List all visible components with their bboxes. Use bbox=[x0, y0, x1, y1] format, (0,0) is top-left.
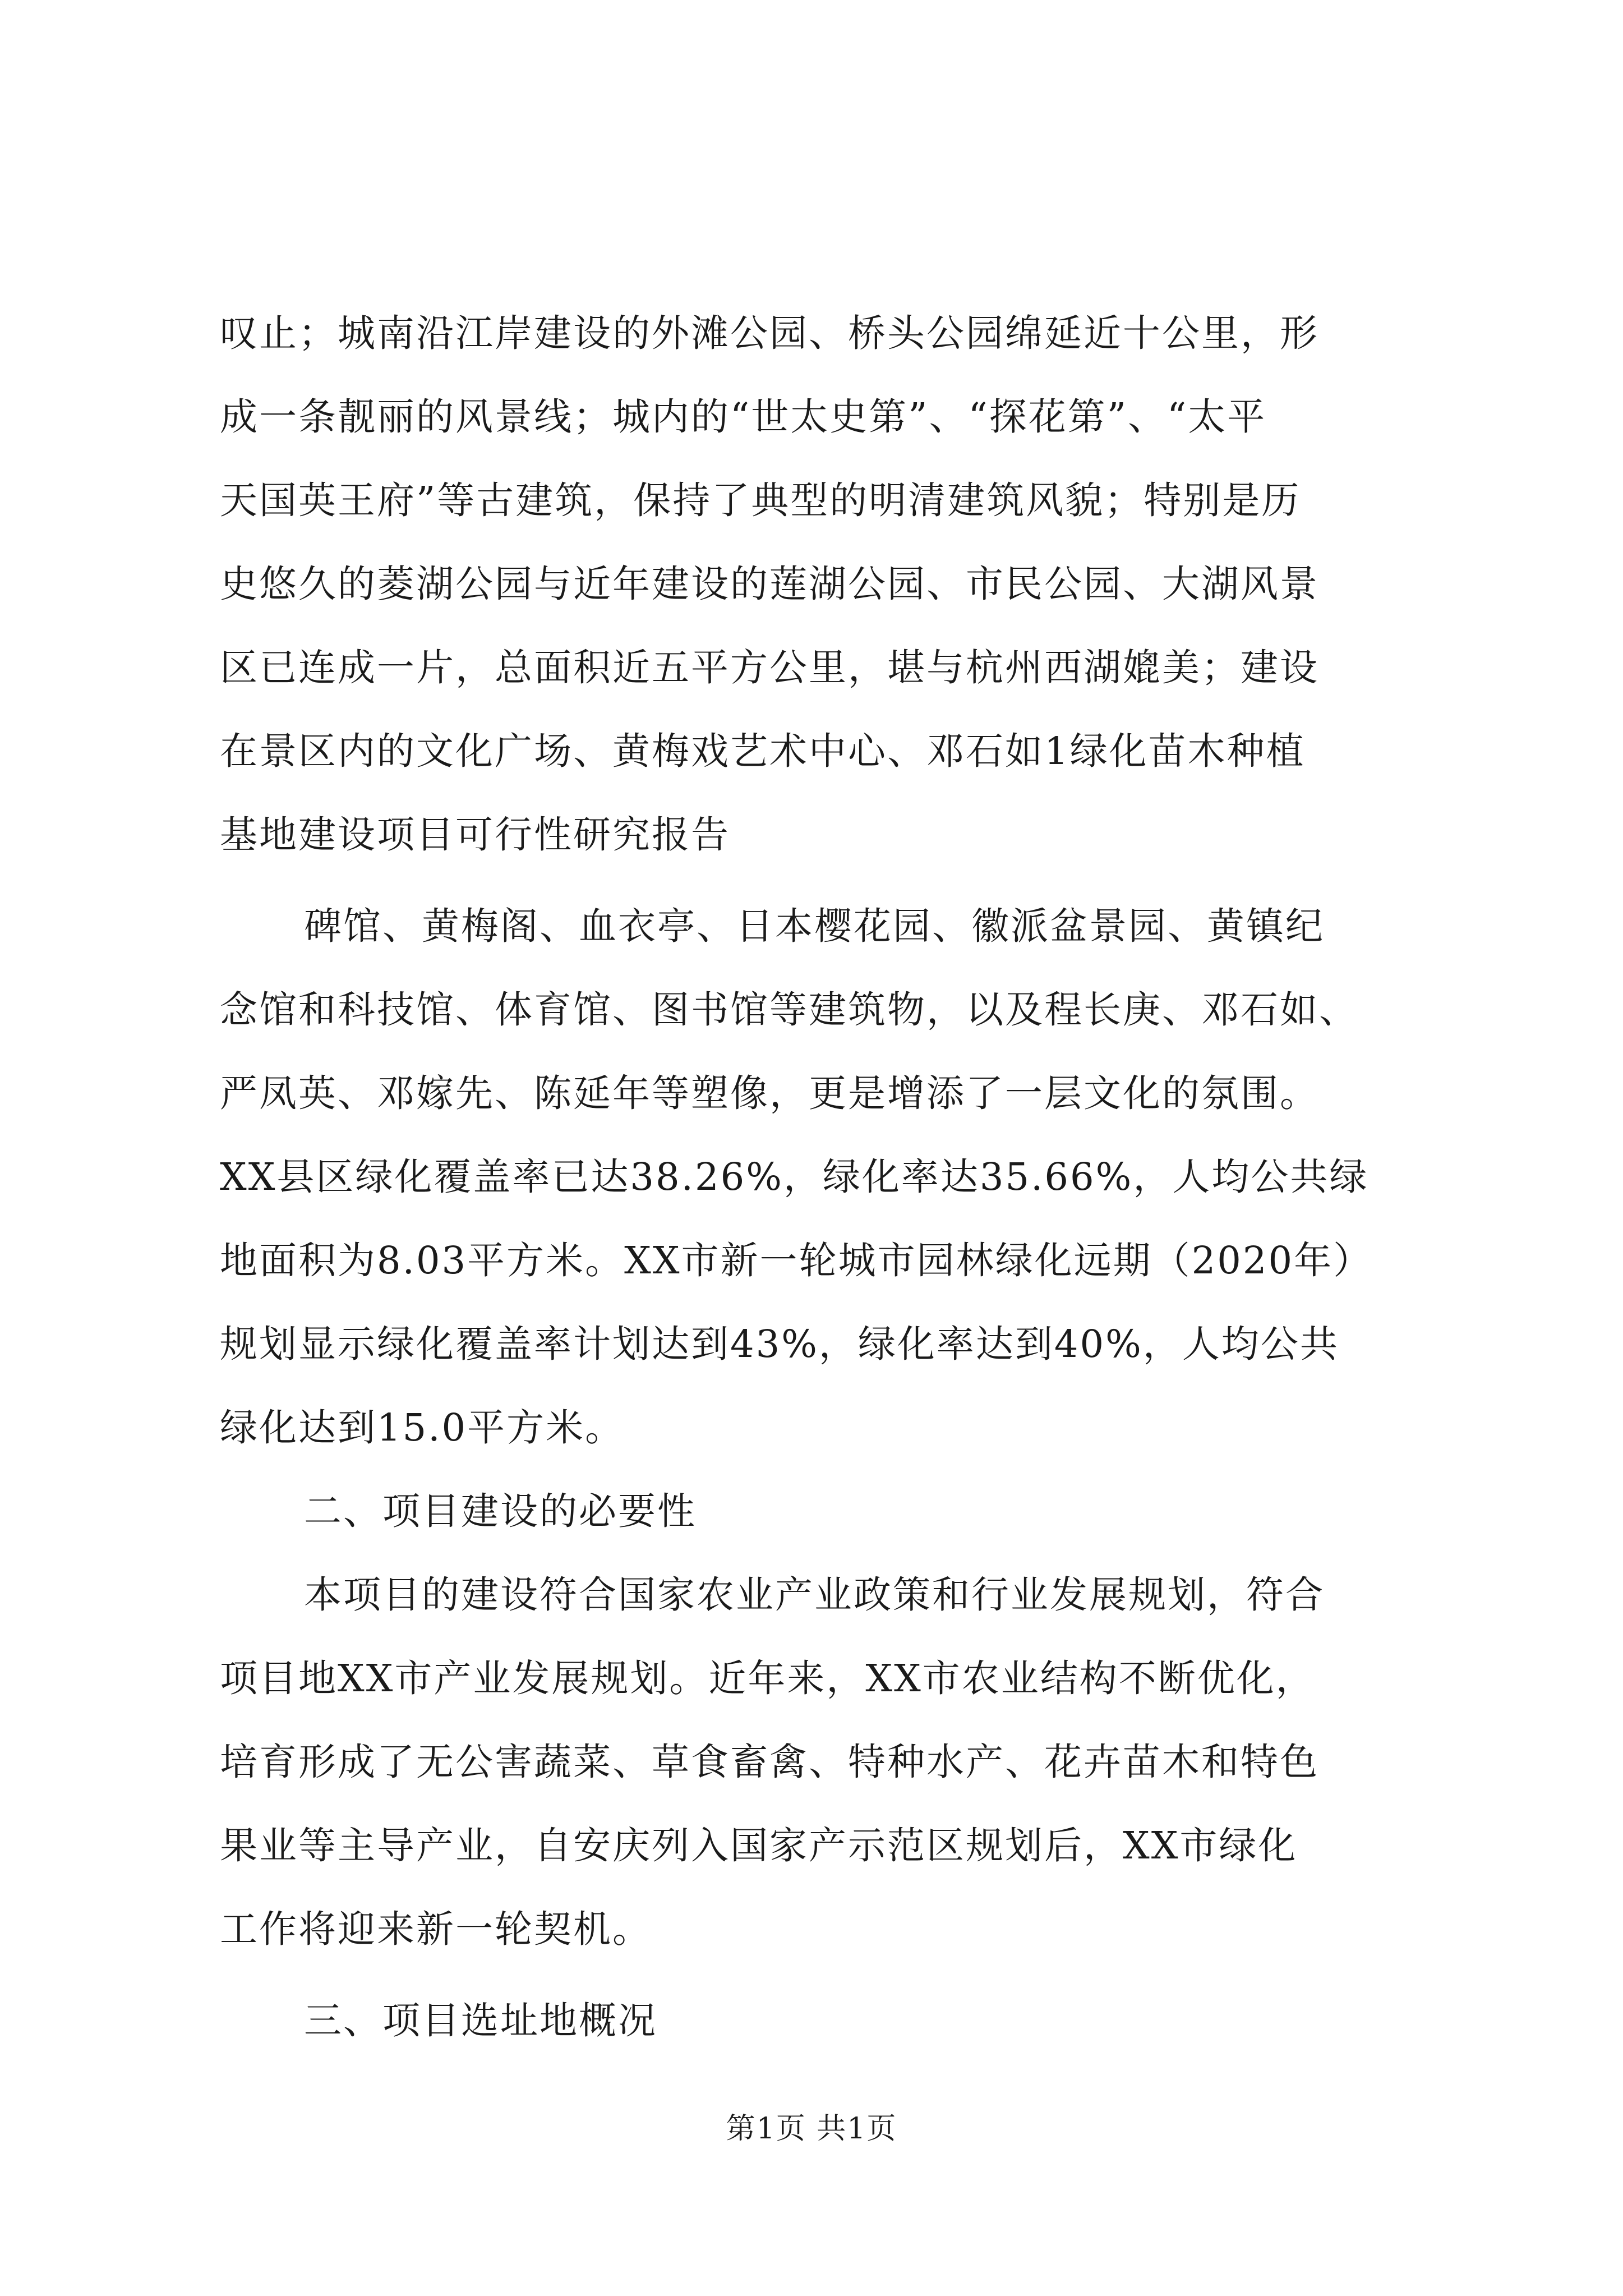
paragraph-line: 果业等主导产业，自安庆列入国家产示范区规划后，XX市绿化 bbox=[220, 1824, 1298, 1867]
paragraph-line: 区已连成一片，总面积近五平方公里，堪与杭州西湖媲美；建设 bbox=[220, 646, 1319, 689]
paragraph-line: 工作将迎来新一轮契机。 bbox=[220, 1907, 652, 1951]
paragraph-line: 史悠久的菱湖公园与近年建设的莲湖公园、市民公园、大湖风景 bbox=[220, 562, 1319, 606]
paragraph-line: 叹止；城南沿江岸建设的外滩公园、桥头公园绵延近十公里，形 bbox=[220, 311, 1319, 355]
paragraph-line: 严凤英、邓嫁先、陈延年等塑像，更是增添了一层文化的氛围。 bbox=[220, 1071, 1319, 1115]
paragraph-line: 念馆和科技馆、体育馆、图书馆等建筑物，以及程长庚、邓石如、 bbox=[220, 988, 1358, 1032]
section-heading: 三、项目选址地概况 bbox=[304, 1999, 657, 2042]
paragraph-first-line: 碑馆、黄梅阁、血衣亭、日本樱花园、徽派盆景园、黄镇纪 bbox=[304, 904, 1325, 948]
paragraph-line: 项目地XX市产业发展规划。近年来，XX市农业结构不断优化， bbox=[220, 1657, 1315, 1700]
paragraph-line: 在景区内的文化广场、黄梅戏艺术中心、邓石如1绿化苗木种植 bbox=[220, 729, 1306, 773]
paragraph-line: 天国英王府”等古建筑，保持了典型的明清建筑风貌；特别是历 bbox=[220, 478, 1301, 522]
paragraph-line: 规划显示绿化覆盖率计划达到43%，绿化率达到40%，人均公共 bbox=[220, 1322, 1339, 1366]
section-heading: 二、项目建设的必要性 bbox=[304, 1489, 697, 1533]
paragraph-first-line: 本项目的建设符合国家农业产业政策和行业发展规划，符合 bbox=[304, 1573, 1325, 1617]
paragraph-line: XX县区绿化覆盖率已达38.26%，绿化率达35.66%，人均公共绿 bbox=[220, 1155, 1369, 1199]
paragraph-line: 基地建设项目可行性研究报告 bbox=[220, 813, 730, 857]
paragraph-line: 地面积为8.03平方米。XX市新一轮城市园林绿化远期（2020年） bbox=[220, 1239, 1373, 1282]
paragraph-line: 培育形成了无公害蔬菜、草食畜禽、特种水产、花卉苗木和特色 bbox=[220, 1740, 1319, 1784]
document-body bbox=[220, 292, 1431, 2063]
page-number-footer: 第1页 共1页 bbox=[726, 2112, 897, 2146]
paragraph-line: 绿化达到15.0平方米。 bbox=[220, 1406, 625, 1450]
paragraph-line: 成一条靓丽的风景线；城内的“世太史第”、“探花第”、“太平 bbox=[220, 395, 1267, 439]
